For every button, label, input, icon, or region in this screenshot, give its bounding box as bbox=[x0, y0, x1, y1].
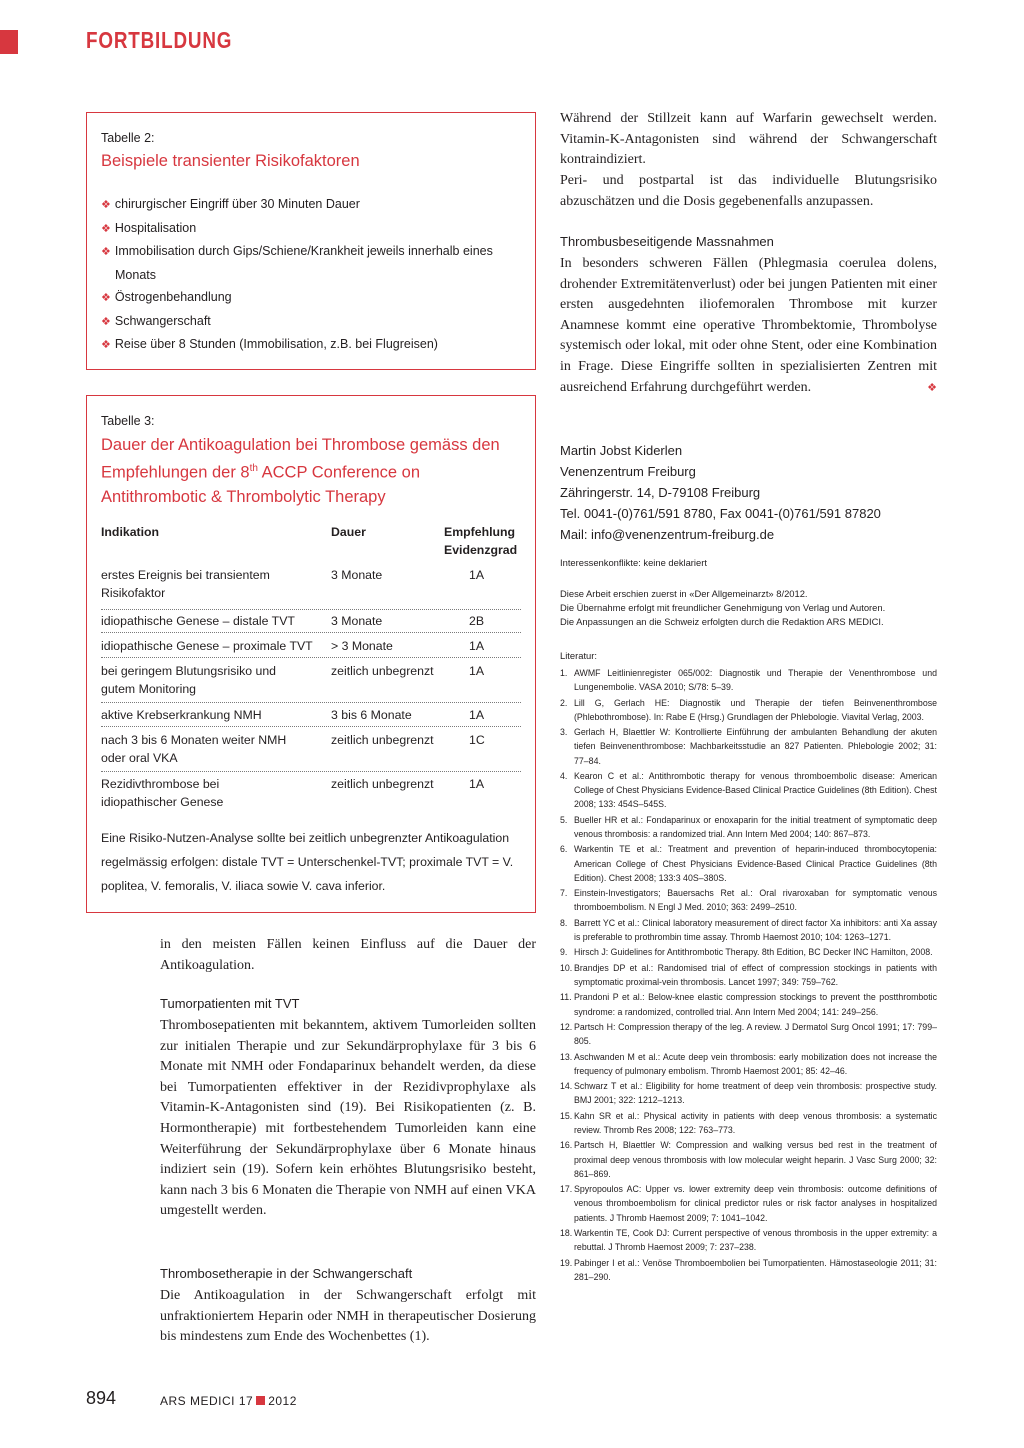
author-phone: Tel. 0041-(0)761/591 8780, Fax 0041-(0)761/591 87820 bbox=[560, 506, 881, 521]
reference-item: 2. Lill G, Gerlach HE: Diagnostik und Therapie der tiefen Beinvenenthrombose (Phlebothrombose). In: Rabe E (Hrsg.) Grundlagen der Phlebologie. Viavital Verlag, 2003. bbox=[560, 697, 937, 722]
risk-factor-list bbox=[101, 193, 521, 357]
body-paragraph: In besonders schweren Fällen (Phlegmasia coerulea dolens, drohender Extremitätenverlust) oder bei jungen Patienten mit einer ersten ausgedehnten iliofemoralen Thrombose mit kurzer Anamnese kommt eine operative Thrombektomie, Thrombolyse systemisch oder lokal, mit oder ohne Stent, oder eine Kombination in Frage. Diese Eingriffe sollten in spezialisierten Zentren mit ausreichend Erfahrung durchgeführt werden. ❖ bbox=[560, 254, 937, 398]
list-item: ❖ chirurgischer Eingriff über 30 Minuten Dauer bbox=[101, 197, 360, 211]
reference-item: 7. Einstein-Investigators; Bauersachs Ret al.: Oral rivaroxaban for symptomatic venous thromboembolism. N Engl J Med. 2010; 363: 2499–2510. bbox=[560, 888, 937, 913]
reference-item: 4. Kearon C et al.: Antithrombotic therapy for venous thromboembolic disease: American College of Chest Physicians Evidence-Based Clinical Practice Guidelines (8th Edition). Chest 2008; 133: 454S–545S. bbox=[560, 770, 937, 810]
column-header-indikation: Indikation bbox=[101, 525, 160, 539]
table-3-label: Tabelle 3: bbox=[101, 414, 155, 428]
reference-item: 17. Spyropoulos AC: Upper vs. lower extremity deep vein thrombosis: outcome definitions of venous thromboembolism for clinical predictor rules or risk factor analyses in hospitalized patients. J Thromb Haemost 2009; 7: 1041–1042. bbox=[560, 1184, 937, 1223]
header-accent-bar bbox=[0, 30, 18, 54]
author-name: Martin Jobst Kiderlen bbox=[560, 443, 683, 458]
column-header-empfehlung: Empfehlung Evidenzgrad bbox=[444, 525, 518, 557]
table-row: nach 3 bis 6 Monaten weiter NMH oder oral VKA zeitlich unbegrenzt 1C bbox=[101, 731, 521, 772]
diamond-bullet-icon: ❖ bbox=[101, 199, 111, 211]
list-item: ❖ Immobilisation durch Gips/Schiene/Krankheit jeweils innerhalb eines Monats bbox=[101, 244, 493, 282]
body-paragraph: Die Antikoagulation in der Schwangerschaft erfolgt mit unfraktioniertem Heparin oder NMH in therapeutischer Dosierung bis mindestens zum Ende des Wochenbettes (1). bbox=[160, 1288, 536, 1345]
reference-item: 15. Kahn SR et al.: Physical activity in patients with deep venous thrombosis: a systematic review. Thromb Res 2008; 122: 763–773. bbox=[560, 1110, 937, 1135]
reference-item: 12. Partsch H: Compression therapy of the leg. A review. J Dermatol Surg Oncol 1991; 17: 799–805. bbox=[560, 1021, 937, 1047]
table-3-title: Dauer der Antikoagulation bei Thrombose gemäss den Empfehlungen der 8th ACCP Conference on Antithrombotic & Thrombolytic Therapy bbox=[101, 436, 500, 506]
author-address: Zähringerstr. 14, D-79108 Freiburg bbox=[560, 485, 761, 500]
diamond-bullet-icon: ❖ bbox=[101, 339, 111, 351]
reference-item: 19. Pabinger I et al.: Venöse Thromboembolien bei Tumorpatienten. Hämostaseologie 2011; 31: 281–290. bbox=[560, 1257, 937, 1282]
journal-footer: ARS MEDICI 17 2012 bbox=[160, 1394, 297, 1408]
author-email: Mail: info@venenzentrum-freiburg.de bbox=[560, 527, 775, 542]
column-header-dauer: Dauer bbox=[331, 525, 366, 539]
literature-label: Literatur: bbox=[560, 650, 597, 661]
body-paragraph: Thrombosepatienten mit bekanntem, aktivem Tumorleiden sollten zur initialen Therapie und zur Sekundärprophylaxe für 3 bis 6 Monate mit NMH oder Fondaparinux behandelt werden, da diese bei Tumorpatienten effektiver in der Rezidivprophylaxe als Vitamin-K-Antagonisten sind (19). Bei Risikopatienten (z. B. Hormontherapie) mit fortbestehendem Tumorleiden kann eine Weiterführung der Sekundärprophylaxe über 6 Monate hinaus indiziert sein (19). Sofern kein erhöhtes Blutungsrisiko besteht, kann nach 3 bis 6 Monaten die Therapie von NMH auf einen VKA umgestellt werden. bbox=[160, 1018, 536, 1219]
table-2-box bbox=[86, 112, 536, 370]
reference-item: 18. Warkentin TE, Cook DJ: Current perspective of venous thrombosis in the upper extremity: a rebuttal. J Thromb Haemost 2009; 7: 237–238. bbox=[560, 1227, 937, 1253]
page-number: 894 bbox=[86, 1388, 117, 1408]
table-3-note: Eine Risiko-Nutzen-Analyse sollte bei zeitlich unbegrenzter Antikoagulation regelmässig erfolgen: distale TVT = Unterschenkel-TVT; proximale TVT = V. poplitea, V. femoralis, V. iliaca sowie V. cava inferior. bbox=[101, 831, 514, 893]
subheading-schwangerschaft: Thrombosetherapie in der Schwangerschaft bbox=[160, 1266, 413, 1281]
origin-note: Diese Arbeit erschien zuerst in «Der Allgemeinarzt» 8/2012. Die Übernahme erfolgt mit freundlicher Genehmigung von Verlag und Autoren. Die Anpassungen an die Schweiz erfolgten durch die Redaktion ARS MEDICI. bbox=[560, 588, 886, 627]
table-row: Rezidivthrombose bei idiopathischer Genese zeitlich unbegrenzt 1A bbox=[101, 777, 485, 809]
author-block bbox=[560, 440, 937, 545]
body-paragraph: in den meisten Fällen keinen Einfluss auf die Dauer der Antikoagulation. bbox=[160, 937, 536, 973]
section-title: FORTBILDUNG bbox=[86, 27, 233, 53]
list-item: ❖ Hospitalisation bbox=[101, 220, 197, 235]
conflict-statement: Interessenkonflikte: keine deklariert bbox=[560, 557, 707, 568]
diamond-bullet-icon: ❖ bbox=[101, 246, 111, 258]
reference-item: 6. Warkentin TE et al.: Treatment and prevention of heparin-induced thrombocytopenia: American College of Chest Physicians Evidence-Based Clinical Practice Guidelines (8th Edition). Chest 2008; 133:3 40S–380S. bbox=[560, 844, 937, 883]
table-row: erstes Ereignis bei transientem Risikofaktor 3 Monate 1A bbox=[101, 566, 521, 610]
reference-item: 13. Aschwanden M et al.: Acute deep vein thrombosis: early mobilization does not increase the frequency of pulmonary embolism. Thromb Haemost 2001; 85: 42–46. bbox=[560, 1051, 937, 1076]
list-item: ❖ Schwangerschaft bbox=[101, 313, 211, 328]
table-row: idiopathische Genese – proximale TVT > 3 Monate 1A bbox=[101, 637, 521, 658]
reference-list bbox=[560, 666, 937, 1285]
table-2-label: Tabelle 2: bbox=[101, 131, 155, 145]
body-paragraph: Peri- und postpartal ist das individuelle Blutungsrisiko abzuschätzen und die Dosis gegebenenfalls anzupassen. bbox=[560, 173, 937, 209]
square-separator-icon bbox=[256, 1396, 265, 1405]
reference-item: 10. Brandjes DP et al.: Randomised trial of effect of compression stockings in patients with symptomatic proximal-vein thrombosis. Lancet 1997; 349: 759–762. bbox=[560, 962, 937, 987]
author-institution: Venenzentrum Freiburg bbox=[560, 464, 696, 479]
subheading-thrombusbeseitigende-massnahmen: Thrombusbeseitigende Massnahmen bbox=[560, 234, 774, 249]
reference-item: 16. Partsch H, Blaettler W: Compression and walking versus bed rest in the treatment of proximal deep venous thrombosis with low molecular weight heparin. J Vasc Surg 2000; 32: 861–869. bbox=[560, 1140, 937, 1179]
reference-item: 14. Schwarz T et al.: Eligibility for home treatment of deep vein thrombosis: prospective study. BMJ 2001; 322: 1212–1213. bbox=[560, 1081, 937, 1106]
diamond-bullet-icon: ❖ bbox=[101, 292, 111, 304]
reference-item: 5. Bueller HR et al.: Fondaparinux or enoxaparin for the initial treatment of symptomatic deep venous thrombosis: a randomized trial. Ann Intern Med 2004; 140: 867–873. bbox=[560, 814, 937, 839]
body-paragraph: Während der Stillzeit kann auf Warfarin gewechselt werden. Vitamin-K-Antagonisten sind während der Schwangerschaft kontraindiziert. bbox=[560, 111, 937, 168]
table-row: bei geringem Blutungsrisiko und gutem Monitoring zeitlich unbegrenzt 1A bbox=[101, 662, 521, 703]
list-item: ❖ Östrogenbehandlung bbox=[101, 290, 232, 304]
diamond-bullet-icon: ❖ bbox=[101, 315, 111, 328]
subheading-tumorpatienten: Tumorpatienten mit TVT bbox=[160, 996, 300, 1011]
table-2-title: Beispiele transienter Risikofaktoren bbox=[101, 152, 360, 170]
reference-item: 3. Gerlach H, Blaettler W: Kontrollierte Einführung der ambulanten Behandlung der akuten tiefen Beinvenenthrombose: Machbarkeitsstudie an 827 Patienten. Phlebologie 2002; 31: 77–84. bbox=[560, 727, 937, 766]
reference-item: 11. Prandoni P et al.: Below-knee elastic compression stockings to prevent the postthrombotic syndrome: a randomized, controlled trial. Ann Intern Med 2004; 141: 249–256. bbox=[560, 992, 937, 1017]
diamond-bullet-icon: ❖ bbox=[101, 222, 111, 235]
table-3-box bbox=[86, 395, 536, 913]
table-row: idiopathische Genese – distale TVT 3 Monate 2B bbox=[101, 612, 521, 633]
reference-item: 9. Hirsch J: Guidelines for Antithrombotic Therapy. 8th Edition, BC Decker INC Hamilton, 2008. bbox=[560, 947, 933, 958]
reference-item: 8. Barrett YC et al.: Clinical laboratory measurement of direct factor Xa inhibitors: anti Xa assay is preferable to prothrombin time assay. Thromb Haemost 2010; 104: 1263–1271. bbox=[560, 917, 937, 942]
end-of-article-icon: ❖ bbox=[927, 381, 937, 394]
list-item: ❖ Reise über 8 Stunden (Immobilisation, z.B. bei Flugreisen) bbox=[101, 337, 438, 351]
reference-item: 1. AWMF Leitlinienregister 065/002: Diagnostik und Therapie der Venenthrombose und Lungenembolie. VASA 2010; S/78: 5–39. bbox=[560, 668, 937, 693]
table-row: aktive Krebserkrankung NMH 3 bis 6 Monate 1A bbox=[101, 706, 521, 727]
